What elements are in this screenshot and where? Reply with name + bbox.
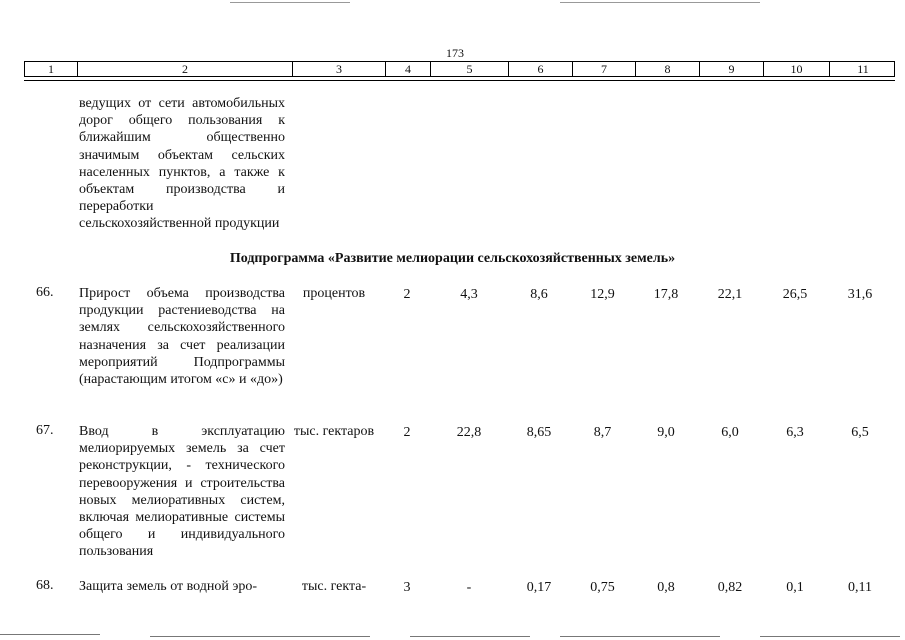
row-value: 12,9 [590,287,615,302]
column-header: 10 [763,62,829,76]
scan-artifact-line [560,636,720,637]
scan-artifact-line [230,2,350,3]
scan-artifact-line [410,636,530,637]
row-value: 22,1 [717,287,743,302]
row-unit: тыс. гектаров [293,424,375,439]
row-value: 0,17 [526,580,552,595]
row-value: 0,11 [848,580,872,595]
row-value: 22,8 [456,425,482,440]
scan-artifact-line [150,636,370,637]
continuation-description: ведущих от сети автомобильных дорог общего пользования к ближайшим общественно значимым объектам сельских населенных пунктов, а также к объектам производства и переработки сельскохозяйственной продукции [79,96,285,232]
row-value: 31,6 [847,287,873,302]
column-header: 4 [385,62,430,76]
row-value: 0,8 [657,580,675,595]
row-value: 3 [403,580,411,595]
column-header: 8 [635,62,699,76]
row-value: 8,7 [593,425,612,440]
table-header-row [24,61,895,77]
row-value: 4,3 [460,287,478,302]
scan-artifact-line [0,634,100,635]
row-value: 6,0 [721,425,739,440]
row-value: 2 [403,425,411,440]
column-header: 7 [572,62,635,76]
row-value: 26,5 [782,287,808,302]
row-description: Ввод в эксплуатацию мелиорируемых земель за счет реконструкции, - технического перевооружения и строительства новых мелиоративных систем, включая мелиоративные системы общего и индивидуального пользования [79,424,285,560]
column-header: 9 [699,62,763,76]
page-number: 173 [446,46,464,60]
header-underline [24,80,895,81]
column-header: 3 [292,62,385,76]
column-header: 11 [829,62,896,76]
row-description: Защита земель от водной эро- [79,579,258,594]
row-number: 67. [36,423,54,438]
row-number: 68. [36,578,54,593]
column-header: 2 [77,62,292,76]
row-value: 17,8 [653,287,679,302]
row-unit: процентов [302,286,366,301]
row-value: 9,0 [657,425,675,440]
row-description: Прирост объема производства продукции растениеводства на землях сельскохозяйственного назначения за счет реализации мероприятий Подпрограммы (нарастающим итогом «с» и «до») [79,286,285,388]
row-value: 6,3 [786,425,804,440]
row-value: 0,82 [717,580,743,595]
row-value: 8,6 [530,287,548,302]
row-value: 2 [403,287,411,302]
row-value: 8,65 [526,425,552,440]
scan-artifact-line [760,636,900,637]
section-title: Подпрограмма «Развитие мелиорации сельскохозяйственных земель» [229,251,676,266]
row-number: 66. [36,285,54,300]
row-value: 0,75 [590,580,615,595]
row-value: 0,1 [786,580,804,595]
column-header: 6 [508,62,572,76]
row-value: 6,5 [851,425,869,440]
row-value: - [466,580,472,595]
row-unit: тыс. гекта- [301,579,367,594]
column-header: 5 [430,62,508,76]
column-header: 1 [48,62,54,76]
scan-artifact-line [560,2,760,3]
